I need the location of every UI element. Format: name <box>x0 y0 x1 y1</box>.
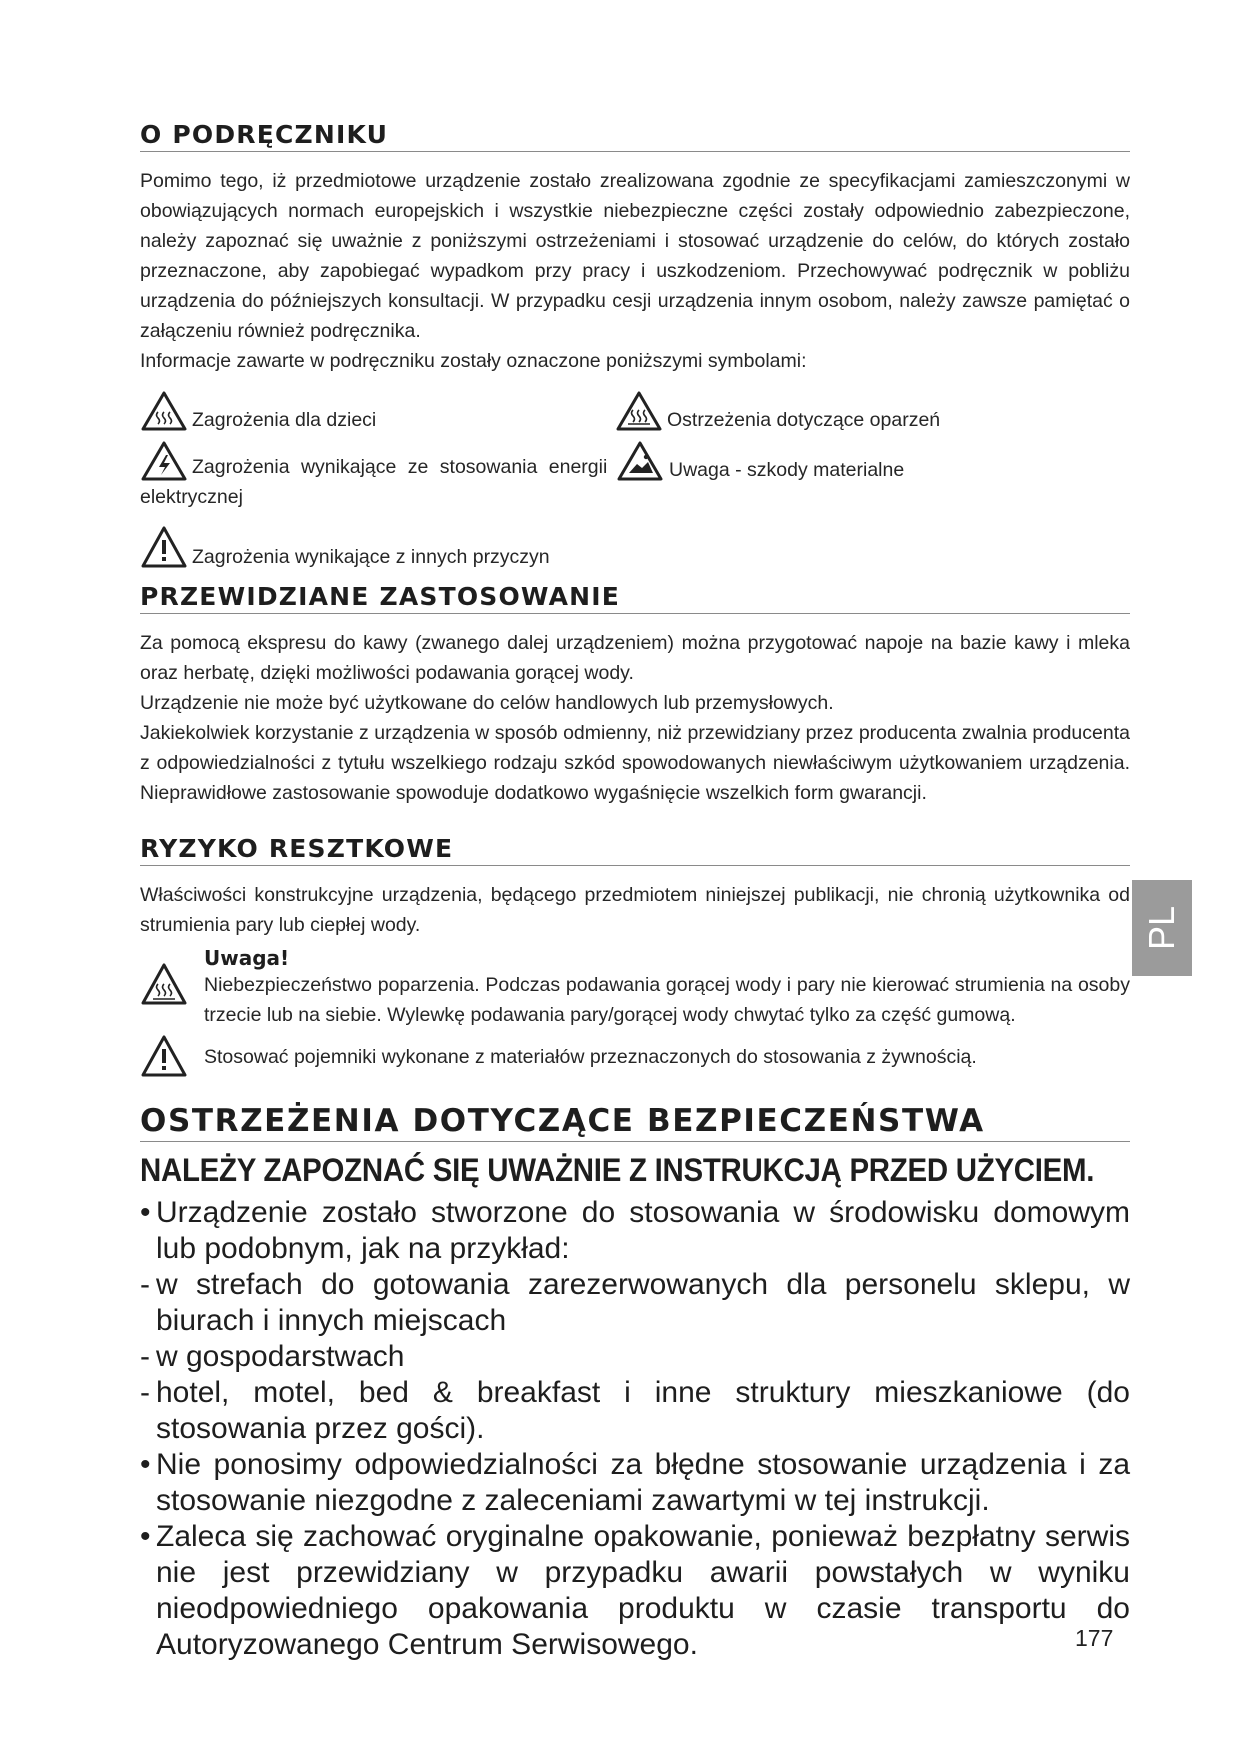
list-item: - w gospodarstwach <box>140 1340 405 1373</box>
intended-paragraph-3: Jakiekolwiek korzystanie z urządzenia w sposób odmienny, niż przewidziany przez producenta zwalnia producenta z odpowiedzialności z tytułu wszelkiego rodzaju szkód spowodowanych niewłaściwym użytkowaniem urządzenia. Nieprawidłowe zastosowanie spowoduje dodatkowo wygaśnięcie wszelkich form gwarancji. <box>140 722 1130 804</box>
warning-text: Niebezpieczeństwo poparzenia. Podczas podawania gorącej wody i pary nie kierować strumienia na osoby trzecie lub na siebie. Wylewkę podawania pary/gorącej wody chwytać tylko za część gumową. <box>204 974 1130 1026</box>
symbol-electric-label-cont: elektrycznej <box>140 486 243 508</box>
page-number: 177 <box>1075 1625 1114 1651</box>
language-tab <box>1132 880 1192 976</box>
warning-title: Uwaga! <box>204 946 290 970</box>
safety-subtitle: NALEŻY ZAPOZNAĆ SIĘ UWAŻNIE Z INSTRUKCJĄ PRZED UŻYCIEM. <box>140 1152 1095 1188</box>
list-item: • Nie ponosimy odpowiedzialności za błędne stosowanie urządzenia i za stosowanie niezgodne z zaleceniami zawartymi w tej instrukcji. <box>140 1448 1130 1517</box>
symbol-other-label: Zagrożenia wynikające z innych przyczyn <box>192 546 550 568</box>
intended-paragraph-1: Za pomocą ekspresu do kawy (zwanego dalej urządzeniem) można przygotować napoje na bazie kawy i mleka oraz herbatę, dzięki możliwości podawania gorącej wody. <box>140 632 1130 684</box>
residual-paragraph: Właściwości konstrukcyjne urządzenia, będącego przedmiotem niniejszej publikacji, nie chronią użytkownika od strumienia pary lub ciepłej wody. <box>140 884 1130 936</box>
section-title-safety: OSTRZEŻENIA DOTYCZĄCE BEZPIECZEŃSTWA <box>140 1103 1130 1142</box>
symbol-material-label: Uwaga - szkody materialne <box>669 459 905 481</box>
symbol-electric-label: Zagrożenia wynikające ze stosowania energii <box>192 456 608 478</box>
symbol-legend <box>140 390 1130 590</box>
food-containers-note <box>140 1034 1130 1083</box>
symbol-material <box>615 440 904 482</box>
symbol-children-label: Zagrożenia dla dzieci <box>192 409 377 431</box>
note-text: Stosować pojemniki wykonane z materiałów przeznaczonych do stosowania z żywnością. <box>204 1046 977 1068</box>
list-item: • Urządzenie zostało stworzone do stosowania w środowisku domowym lub podobnym, jak na przykład: <box>140 1196 1130 1265</box>
symbol-other <box>140 525 550 569</box>
hot-surface-icon <box>615 390 663 432</box>
intended-paragraph-2: Urządzenie nie może być użytkowane do celów handlowych lub przemysłowych. <box>140 692 834 714</box>
list-item: • Zaleca się zachować oryginalne opakowanie, ponieważ bezpłatny serwis nie jest przewidziany w przypadku awarii powstałych w wyniku nieodpowiedniego opakowania produktu w czasie transportu do Autoryzowanego Centrum Serwisowego. <box>140 1520 1130 1661</box>
symbol-children <box>140 390 376 432</box>
symbol-burns <box>615 390 940 432</box>
language-tab-label: PL <box>1140 905 1182 951</box>
hot-warning-icon <box>140 390 188 432</box>
safety-list <box>140 1195 1130 1663</box>
section-title-residual: RYZYKO RESZTKOWE <box>140 834 1130 866</box>
list-item: - w strefach do gotowania zarezerwowanych dla personelu sklepu, w biurach i innych miejscach <box>140 1268 1130 1337</box>
electric-hazard-icon <box>140 440 188 482</box>
general-warning-icon <box>140 1034 188 1078</box>
about-paragraph: Pomimo tego, iż przedmiotowe urządzenie zostało zrealizowana zgodnie ze specyfikacjami zamieszczonymi w obowiązujących normach europejskich i wszystkie niebezpieczne części zostały odpowiednio zabezpieczone, należy zapoznać się uważnie z poniższymi ostrzeżeniami i stosować urządzenie do celów, do których zostało przeznaczone, aby zapobiegać wypadkom przy pracy i uszkodzeniom. Przechowywać podręcznik w pobliżu urządzenia do późniejszych konsultacji. W przypadku cesji urządzenia innym osobom, należy zawsze pamiętać o załączeniu również podręcznika. <box>140 170 1130 342</box>
document-page <box>140 120 1130 1663</box>
burn-warning <box>140 946 1130 1030</box>
list-item: - hotel, motel, bed & breakfast i inne struktury mieszkaniowe (do stosowania przez gości). <box>140 1376 1130 1445</box>
section-title-about: O PODRĘCZNIKU <box>140 120 1130 152</box>
material-damage-icon <box>615 440 665 482</box>
general-warning-icon <box>140 525 188 569</box>
symbol-burns-label: Ostrzeżenia dotyczące oparzeń <box>667 409 941 431</box>
section-title-intended: PRZEWIDZIANE ZASTOSOWANIE <box>140 582 1130 614</box>
symbol-electric <box>140 440 630 512</box>
about-symbols-intro: Informacje zawarte w podręczniku zostały oznaczone poniższymi symbolami: <box>140 350 807 372</box>
hot-warning-icon <box>140 962 188 1008</box>
